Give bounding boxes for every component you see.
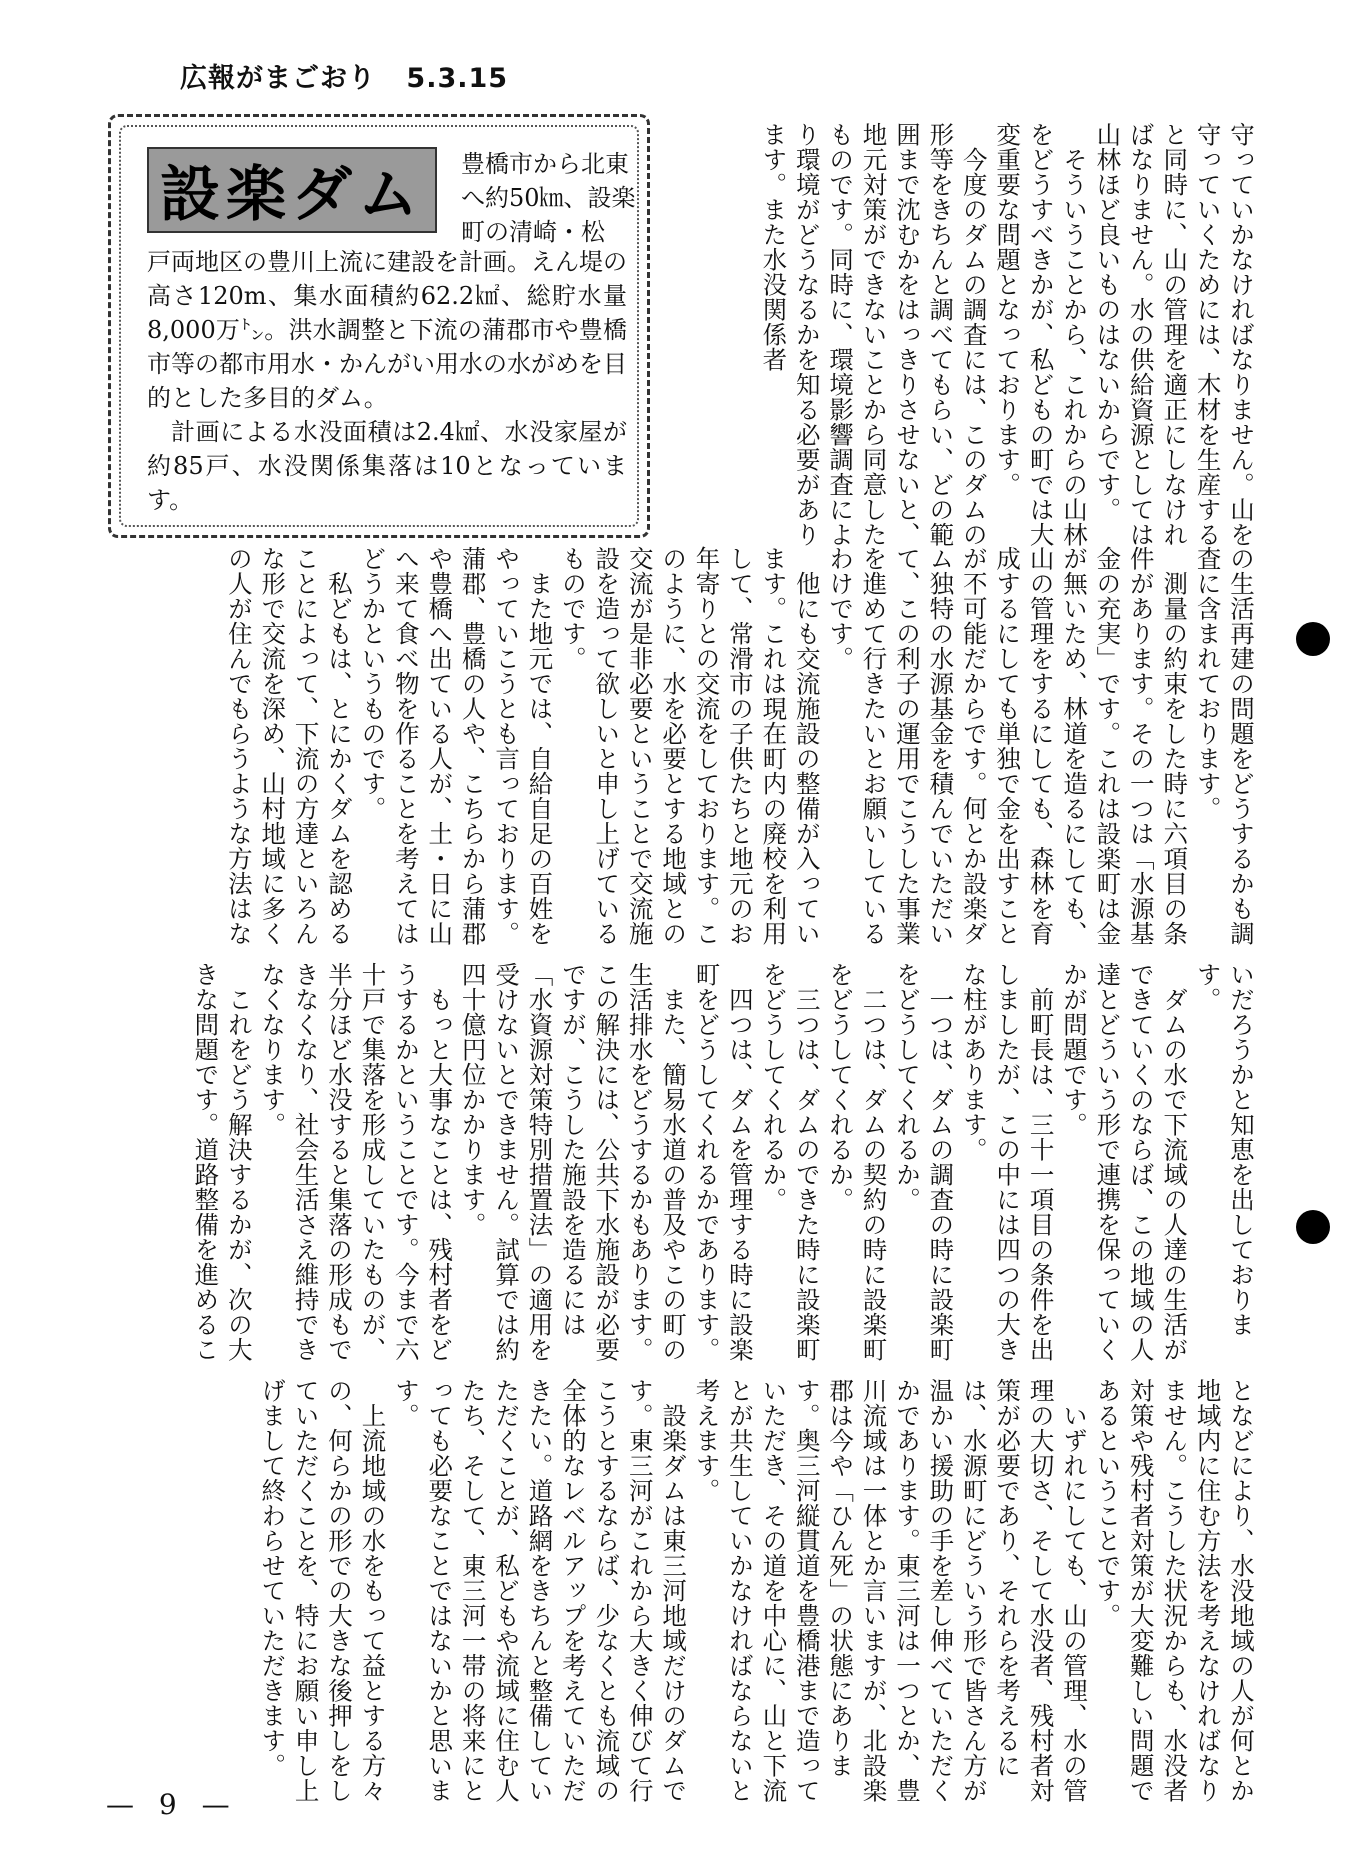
article-paragraph: これをどう解決するかが、次の大きな問題です。道路整備を進めるこ: [191, 962, 254, 1362]
article-paragraph: 設楽ダムは東三河地域だけのダムです。東三河がこれから大きく伸びて行こうとするならば、少なくとも流域の全体的なレベルアップを考えていただきたい。道路網をきちんと整備していただくことが、私どもや流域に住む人たち、そして、東三河一帯の将来にとっても必要なことではないかと思います。: [391, 1378, 689, 1803]
info-box-paragraph: 計画による水没面積は2.4㎢、水没家屋が約85戸、水没関係集落は10となっています。: [147, 418, 627, 514]
article-paragraph: 守っていかなければなりません。山を守っていくためには、木材を生産すると同時に、山の管理を適正にしなければなりません。水の供給資源としては山林ほど良いものはないからです。: [1093, 122, 1256, 547]
newsletter-title: 広報がまごおり: [180, 63, 376, 94]
info-box-title-plate: [147, 147, 437, 233]
article-band-2: [112, 546, 1258, 958]
article-paragraph: となどにより、水没地域の人が何とか地域内に住む方法を考えなければなりません。こうした状況からも、水没者対策や残村者対策が大変難しい問題であるということです。: [1093, 1378, 1256, 1803]
issue-date: 5.3.15: [406, 63, 509, 94]
article-paragraph: 二つは、ダムの契約の時に設楽町をどうしてくれるか。: [826, 962, 889, 1362]
article-paragraph: 四つは、ダムを管理する時に設楽町をどうしてくれるかであります。: [692, 962, 755, 1362]
info-box-paragraph: 戸両地区の豊川上流に建設を計画。えん堤の高さ120m、集水面積約62.2㎢、総貯水量8,000万㌧。洪水調整と下流の蒲郡市や豊橋市等の都市用水・かんがい用水の水がめを目的とした多目的ダム。: [147, 248, 627, 412]
article-paragraph: 前町長は、三十一項目の条件を出しましたが、この中には四つの大きな柱があります。: [959, 962, 1056, 1362]
article-band-3: [112, 962, 1258, 1374]
info-box-text: [147, 245, 627, 517]
article-paragraph: いだろうかと知恵を出しております。: [1193, 962, 1256, 1337]
article-band-1: [672, 122, 1258, 558]
article-paragraph: ダムの水で下流域の人達の生活ができていくのならば、この地域の人達とどういう形で連携を保っていくかが問題です。: [1059, 962, 1190, 1362]
article-paragraph: の生活再建の問題をどうするかも調査に含まれております。: [1193, 546, 1256, 946]
page-number: — 9 —: [106, 1788, 238, 1821]
article-paragraph: そういうことから、これからの山林をどうすべきかが、私どもの町では大変重要な問題となっております。: [993, 122, 1089, 547]
article-paragraph: また、簡易水道の普及やこの町の生活排水をどうするかもあります。この解決には、公共下水施設が必要ですが、こうした施設を造るには「水資源対策特別措置法」の適用を受けないとできません。試算では約四十億円位かかります。: [458, 962, 689, 1362]
article-paragraph: 他にも交流施設の整備が入っています。これは現在町内の廃校を利用して、常滑市の子供たちと地元のお年寄りとの交流をしております。このように、水を必要とする地域との交流が是非必要ということで交流施設を造って欲しいと申し上げているものです。: [558, 546, 822, 946]
info-box-title: 設楽ダム: [160, 160, 424, 230]
article-paragraph: 今度のダムの調査には、このダムの形等をきちんと調べてもらい、どの範囲まで沈むかをはっきりさせないと、地元対策ができないことから同意したものです。同時に、環境影響調査により環境がどうなるかを知る必要があります。また水没関係者: [759, 122, 989, 547]
binding-hole-mark: [1296, 622, 1330, 656]
article-paragraph: もっと大事なことは、残村者をどうするかということです。今まで六十戸で集落を形成していたものが、半分ほど水没すると集落の形成もできなくなり、社会生活さえ維持できなくなります。: [258, 962, 455, 1362]
article-paragraph: 上流地域の水をもって益とする方々の、何らかの形での大きな後押しをしていただくことを、特にお願い申し上げまして終わらせていただきます。: [258, 1378, 388, 1803]
article-paragraph: 三つは、ダムのできた時に設楽町をどうしてくれるか。: [759, 962, 822, 1362]
article-band-4: [112, 1378, 1258, 1814]
info-box-side-text: 豊橋市から北東へ約50㎞、設楽町の清崎・松: [461, 150, 636, 246]
article-paragraph: 一つは、ダムの調査の時に設楽町をどうしてくれるか。: [892, 962, 956, 1362]
article-paragraph: いずれにしても、山の管理、水の管理の大切さ、そして水没者、残村者対策が必要であり、それらを考えるには、水源町にどういう形で皆さん方が温かい援助の手を差し伸べていただくかであります。東三河は一つとか、豊川流域は一体とか言いますが、北設楽郡は今や「ひん死」の状態にあります。奥三河縦貫道を豊橋港まで造っていただき、その道を中心に、山と下流とが共生していかなければならないと考えます。: [692, 1378, 1089, 1803]
article-paragraph: 私どもは、とにかくダムを認めることによって、下流の方達といろんな形で交流を深め、山村地域に多くの人が住んでもらうような方法はな: [224, 546, 355, 946]
binding-hole-mark: [1296, 1210, 1330, 1244]
info-box: [108, 114, 650, 538]
article-paragraph: 測量の約束をした時に六項目の条件があります。その一つは「水源基金の充実」です。これは設楽町は金が無いため、林道を造るにしても、山の管理をするにしても、森林を育成するにしても単独で金を出すことが不可能だからです。何とか設楽ダム独特の水源基金を積んでいただいて、この利子の運用でこうした事業を進めて行きたいとお願いしているわけです。: [826, 546, 1190, 946]
page-header: [180, 56, 508, 95]
article-paragraph: また地元では、自給自足の百姓をやっていこうとも言っております。蒲郡、豊橋の人や、こちらから蒲郡や豊橋へ出ている人が、土・日に山へ来て食べ物を作ることを考えてはどうかというものです。: [358, 546, 555, 946]
